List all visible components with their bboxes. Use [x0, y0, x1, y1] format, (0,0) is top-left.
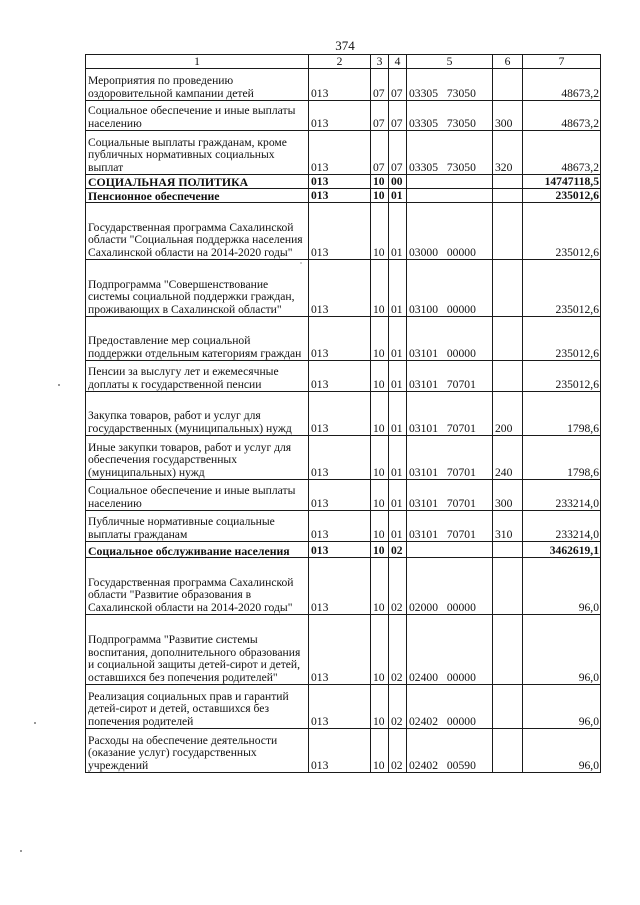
- expense-type-cell: 310: [493, 511, 523, 542]
- expense-type-cell: [493, 729, 523, 773]
- row-name-cell: Социальное обеспечение и иные выплаты населению: [86, 480, 309, 511]
- subsection-code-cell: 02: [389, 685, 407, 729]
- expense-type-cell: [493, 542, 523, 558]
- target-code-cell: 03100 00000: [407, 260, 493, 317]
- ministry-code-cell: 013: [309, 615, 371, 685]
- table-row: [86, 131, 601, 175]
- table-row: [86, 542, 601, 558]
- section-code-cell: 10: [371, 175, 389, 189]
- table-row: [86, 436, 601, 480]
- row-name-cell: Социальное обеспечение и иные выплаты населению: [86, 101, 309, 131]
- subsection-code-cell: 01: [389, 392, 407, 436]
- expense-type-cell: [493, 361, 523, 392]
- section-code-cell: 10: [371, 511, 389, 542]
- table-row: [86, 317, 601, 361]
- target-code-cell: 03101 70701: [407, 436, 493, 480]
- ministry-code-cell: 013: [309, 558, 371, 615]
- expense-type-cell: 200: [493, 392, 523, 436]
- subsection-code-cell: 01: [389, 203, 407, 260]
- amount-cell: 96,0: [523, 615, 601, 685]
- expense-type-cell: [493, 615, 523, 685]
- subsection-code-cell: 01: [389, 189, 407, 203]
- expense-type-cell: [493, 175, 523, 189]
- header-cell: 3: [371, 55, 389, 69]
- section-code-cell: 10: [371, 436, 389, 480]
- subsection-code-cell: 02: [389, 558, 407, 615]
- expense-type-cell: [493, 317, 523, 361]
- ministry-code-cell: 013: [309, 101, 371, 131]
- section-code-cell: 10: [371, 480, 389, 511]
- target-code-cell: [407, 189, 493, 203]
- row-name-cell: Пенсионное обеспечение: [86, 189, 309, 203]
- amount-cell: 233214,0: [523, 511, 601, 542]
- amount-cell: 96,0: [523, 729, 601, 773]
- target-code-cell: 03000 00000: [407, 203, 493, 260]
- section-code-cell: 10: [371, 189, 389, 203]
- target-code-cell: 03101 70701: [407, 511, 493, 542]
- subsection-code-cell: 01: [389, 260, 407, 317]
- amount-cell: 235012,6: [523, 361, 601, 392]
- ministry-code-cell: 013: [309, 131, 371, 175]
- section-code-cell: 10: [371, 558, 389, 615]
- ministry-code-cell: 013: [309, 511, 371, 542]
- row-name-cell: Расходы на обеспечение деятельности (оказание услуг) государственных учреждений: [86, 729, 309, 773]
- table-row: [86, 558, 601, 615]
- scan-speck: [34, 722, 36, 724]
- row-name-cell: Публичные нормативные социальные выплаты гражданам: [86, 511, 309, 542]
- row-name-cell: Мероприятия по проведению оздоровительной кампании детей: [86, 69, 309, 101]
- subsection-code-cell: 01: [389, 480, 407, 511]
- expense-type-cell: [493, 203, 523, 260]
- table-row: [86, 189, 601, 203]
- header-cell: 4: [389, 55, 407, 69]
- budget-table: [85, 54, 601, 773]
- row-name-cell: СОЦИАЛЬНАЯ ПОЛИТИКА: [86, 175, 309, 189]
- target-code-cell: 03305 73050: [407, 131, 493, 175]
- subsection-code-cell: 01: [389, 317, 407, 361]
- table-row: [86, 392, 601, 436]
- ministry-code-cell: 013: [309, 203, 371, 260]
- row-name-cell: Подпрограмма "Развитие системы воспитания, дополнительного образования и социальной защиты детей-сирот и детей, оставшихся без попечения родителей": [86, 615, 309, 685]
- section-code-cell: 07: [371, 131, 389, 175]
- expense-type-cell: 300: [493, 480, 523, 511]
- target-code-cell: 02000 00000: [407, 558, 493, 615]
- expense-type-cell: [493, 260, 523, 317]
- ministry-code-cell: 013: [309, 685, 371, 729]
- table-row: [86, 615, 601, 685]
- target-code-cell: 02402 00590: [407, 729, 493, 773]
- header-cell: 6: [493, 55, 523, 69]
- subsection-code-cell: 07: [389, 131, 407, 175]
- amount-cell: 235012,6: [523, 317, 601, 361]
- row-name-cell: Иные закупки товаров, работ и услуг для обеспечения государственных (муниципальных) нужд: [86, 436, 309, 480]
- section-code-cell: 07: [371, 101, 389, 131]
- expense-type-cell: [493, 189, 523, 203]
- scan-speck: [300, 262, 302, 264]
- section-code-cell: 10: [371, 542, 389, 558]
- subsection-code-cell: 01: [389, 511, 407, 542]
- ministry-code-cell: 013: [309, 542, 371, 558]
- scan-speck: [58, 384, 60, 386]
- target-code-cell: [407, 175, 493, 189]
- header-cell: 1: [86, 55, 309, 69]
- row-name-cell: Социальные выплаты гражданам, кроме публичных нормативных социальных выплат: [86, 131, 309, 175]
- row-name-cell: Закупка товаров, работ и услуг для государственных (муниципальных) нужд: [86, 392, 309, 436]
- section-code-cell: 10: [371, 317, 389, 361]
- amount-cell: 1798,6: [523, 392, 601, 436]
- target-code-cell: 03101 00000: [407, 317, 493, 361]
- row-name-cell: Государственная программа Сахалинской области "Развитие образования в Сахалинской области на 2014-2020 годы": [86, 558, 309, 615]
- header-cell: 2: [309, 55, 371, 69]
- subsection-code-cell: 07: [389, 69, 407, 101]
- table-row: [86, 101, 601, 131]
- amount-cell: 235012,6: [523, 260, 601, 317]
- table-row: [86, 685, 601, 729]
- expense-type-cell: 320: [493, 131, 523, 175]
- table-row: [86, 260, 601, 317]
- table-row: [86, 511, 601, 542]
- page-number: 374: [335, 38, 355, 53]
- subsection-code-cell: 02: [389, 542, 407, 558]
- section-code-cell: 10: [371, 203, 389, 260]
- ministry-code-cell: 013: [309, 361, 371, 392]
- expense-type-cell: [493, 558, 523, 615]
- table-row: [86, 69, 601, 101]
- ministry-code-cell: 013: [309, 189, 371, 203]
- ministry-code-cell: 013: [309, 260, 371, 317]
- subsection-code-cell: 01: [389, 361, 407, 392]
- expense-type-cell: [493, 685, 523, 729]
- amount-cell: 14747118,5: [523, 175, 601, 189]
- ministry-code-cell: 013: [309, 729, 371, 773]
- ministry-code-cell: 013: [309, 392, 371, 436]
- amount-cell: 3462619,1: [523, 542, 601, 558]
- ministry-code-cell: 013: [309, 175, 371, 189]
- amount-cell: 235012,6: [523, 189, 601, 203]
- row-name-cell: Подпрограмма "Совершенствование системы социальной поддержки граждан, проживающих в Сахалинской области": [86, 260, 309, 317]
- ministry-code-cell: 013: [309, 436, 371, 480]
- table-row: [86, 729, 601, 773]
- row-name-cell: Социальное обслуживание населения: [86, 542, 309, 558]
- target-code-cell: 03101 70701: [407, 480, 493, 511]
- header-cell: 5: [407, 55, 493, 69]
- scan-speck: [20, 850, 22, 852]
- target-code-cell: 03305 73050: [407, 101, 493, 131]
- row-name-cell: Государственная программа Сахалинской области "Социальная поддержка населения Сахалинской области на 2014-2020 годы": [86, 203, 309, 260]
- table-row: [86, 480, 601, 511]
- section-code-cell: 10: [371, 392, 389, 436]
- table-row: [86, 175, 601, 189]
- section-code-cell: 10: [371, 729, 389, 773]
- expense-type-cell: [493, 69, 523, 101]
- target-code-cell: 03305 73050: [407, 69, 493, 101]
- row-name-cell: Пенсии за выслугу лет и ежемесячные доплаты к государственной пенсии: [86, 361, 309, 392]
- ministry-code-cell: 013: [309, 317, 371, 361]
- subsection-code-cell: 02: [389, 615, 407, 685]
- amount-cell: 96,0: [523, 685, 601, 729]
- row-name-cell: Реализация социальных прав и гарантий детей-сирот и детей, оставшихся без попечения родителей: [86, 685, 309, 729]
- amount-cell: 96,0: [523, 558, 601, 615]
- target-code-cell: [407, 542, 493, 558]
- table-row: [86, 203, 601, 260]
- amount-cell: 235012,6: [523, 203, 601, 260]
- subsection-code-cell: 02: [389, 729, 407, 773]
- row-name-cell: Предоставление мер социальной поддержки отдельным категориям граждан: [86, 317, 309, 361]
- target-code-cell: 03101 70701: [407, 392, 493, 436]
- amount-cell: 1798,6: [523, 436, 601, 480]
- section-code-cell: 10: [371, 361, 389, 392]
- table-row: [86, 361, 601, 392]
- amount-cell: 48673,2: [523, 69, 601, 101]
- amount-cell: 233214,0: [523, 480, 601, 511]
- amount-cell: 48673,2: [523, 101, 601, 131]
- target-code-cell: 03101 70701: [407, 361, 493, 392]
- header-row: [86, 55, 601, 69]
- subsection-code-cell: 01: [389, 436, 407, 480]
- subsection-code-cell: 07: [389, 101, 407, 131]
- ministry-code-cell: 013: [309, 69, 371, 101]
- section-code-cell: 10: [371, 685, 389, 729]
- ministry-code-cell: 013: [309, 480, 371, 511]
- section-code-cell: 10: [371, 260, 389, 317]
- section-code-cell: 07: [371, 69, 389, 101]
- target-code-cell: 02402 00000: [407, 685, 493, 729]
- table-body: [86, 69, 601, 773]
- subsection-code-cell: 00: [389, 175, 407, 189]
- expense-type-cell: 240: [493, 436, 523, 480]
- amount-cell: 48673,2: [523, 131, 601, 175]
- section-code-cell: 10: [371, 615, 389, 685]
- header-cell: 7: [523, 55, 601, 69]
- expense-type-cell: 300: [493, 101, 523, 131]
- target-code-cell: 02400 00000: [407, 615, 493, 685]
